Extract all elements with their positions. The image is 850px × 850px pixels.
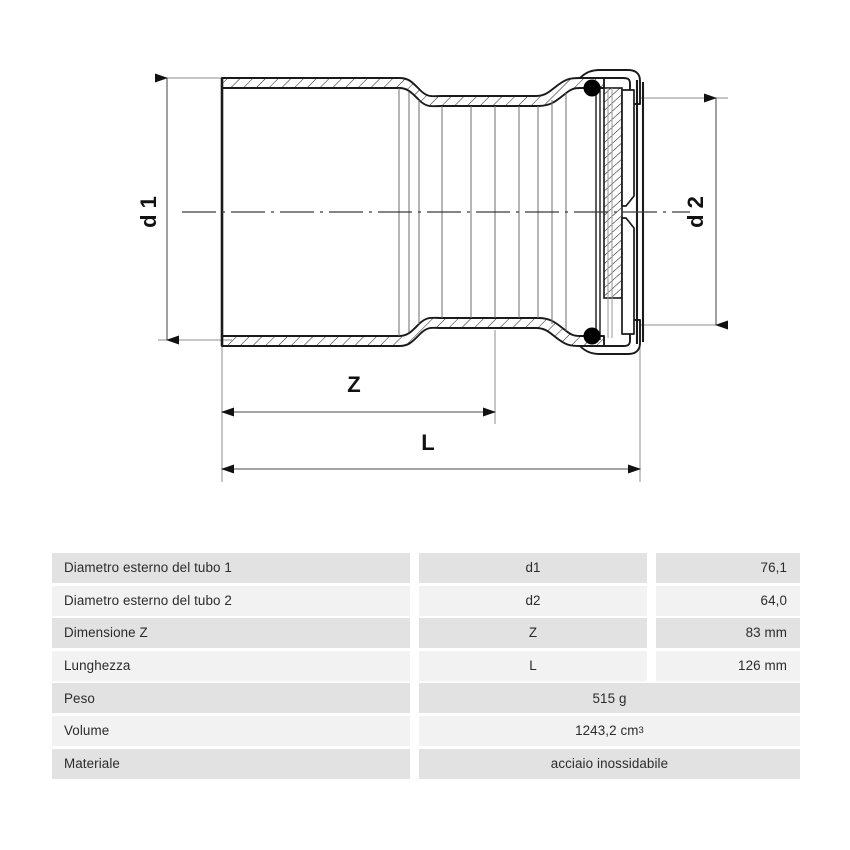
column-gap: [647, 618, 656, 648]
row-value: 83 mm: [656, 618, 800, 648]
row-value: 64,0: [656, 586, 800, 616]
o-ring-seal-top: [584, 80, 601, 97]
row-label: Diametro esterno del tubo 2: [52, 586, 410, 616]
row-label: Diametro esterno del tubo 1: [52, 553, 410, 583]
dimension-l: [222, 430, 640, 469]
row-label: Volume: [52, 716, 410, 746]
column-gap: [647, 651, 656, 681]
dimension-label-d1: d 1: [135, 196, 161, 228]
dimension-label-d2: d 2: [682, 196, 708, 228]
row-symbol: L: [419, 651, 647, 681]
column-gap: [410, 716, 419, 746]
column-gap: [410, 651, 419, 681]
column-gap: [647, 586, 656, 616]
row-merged-value: acciaio inossidabile: [419, 749, 800, 779]
row-merged-value: 1243,2 cm 3: [419, 716, 800, 746]
inserted-pipe-bottom: [622, 218, 634, 334]
table-row: [52, 716, 800, 746]
table-row: [52, 683, 800, 713]
table-row: [52, 651, 800, 681]
column-gap: [410, 586, 419, 616]
socket-inner-lines-top: [596, 86, 600, 340]
row-label: Lunghezza: [52, 651, 410, 681]
dimension-label-l: L: [421, 430, 435, 455]
row-symbol: Z: [419, 618, 647, 648]
dimension-d2: [683, 98, 716, 325]
row-label: Dimensione Z: [52, 618, 410, 648]
table-row: [52, 618, 800, 648]
wall-top-outer: [222, 78, 604, 106]
table-row: [52, 553, 800, 583]
row-symbol: d1: [419, 553, 647, 583]
row-value: 76,1: [656, 553, 800, 583]
o-ring-seal-bottom: [584, 328, 601, 345]
table-row: [52, 586, 800, 616]
specification-table: [52, 553, 800, 781]
column-gap: [410, 618, 419, 648]
table-row: [52, 749, 800, 779]
column-gap: [410, 683, 419, 713]
socket-wall-top: [604, 88, 622, 298]
inserted-pipe-top: [622, 90, 634, 206]
row-merged-value: 515 g: [419, 683, 800, 713]
wall-bottom-outer: [222, 318, 604, 346]
dimension-d1: [136, 78, 167, 340]
row-symbol: d2: [419, 586, 647, 616]
row-value: 126 mm: [656, 651, 800, 681]
dimension-z: [222, 372, 495, 412]
dimension-label-z: Z: [347, 372, 361, 397]
row-label: Peso: [52, 683, 410, 713]
row-label: Materiale: [52, 749, 410, 779]
column-gap: [410, 553, 419, 583]
merged-value-main: 1243,2 cm: [575, 723, 639, 739]
column-gap: [410, 749, 419, 779]
column-gap: [647, 553, 656, 583]
